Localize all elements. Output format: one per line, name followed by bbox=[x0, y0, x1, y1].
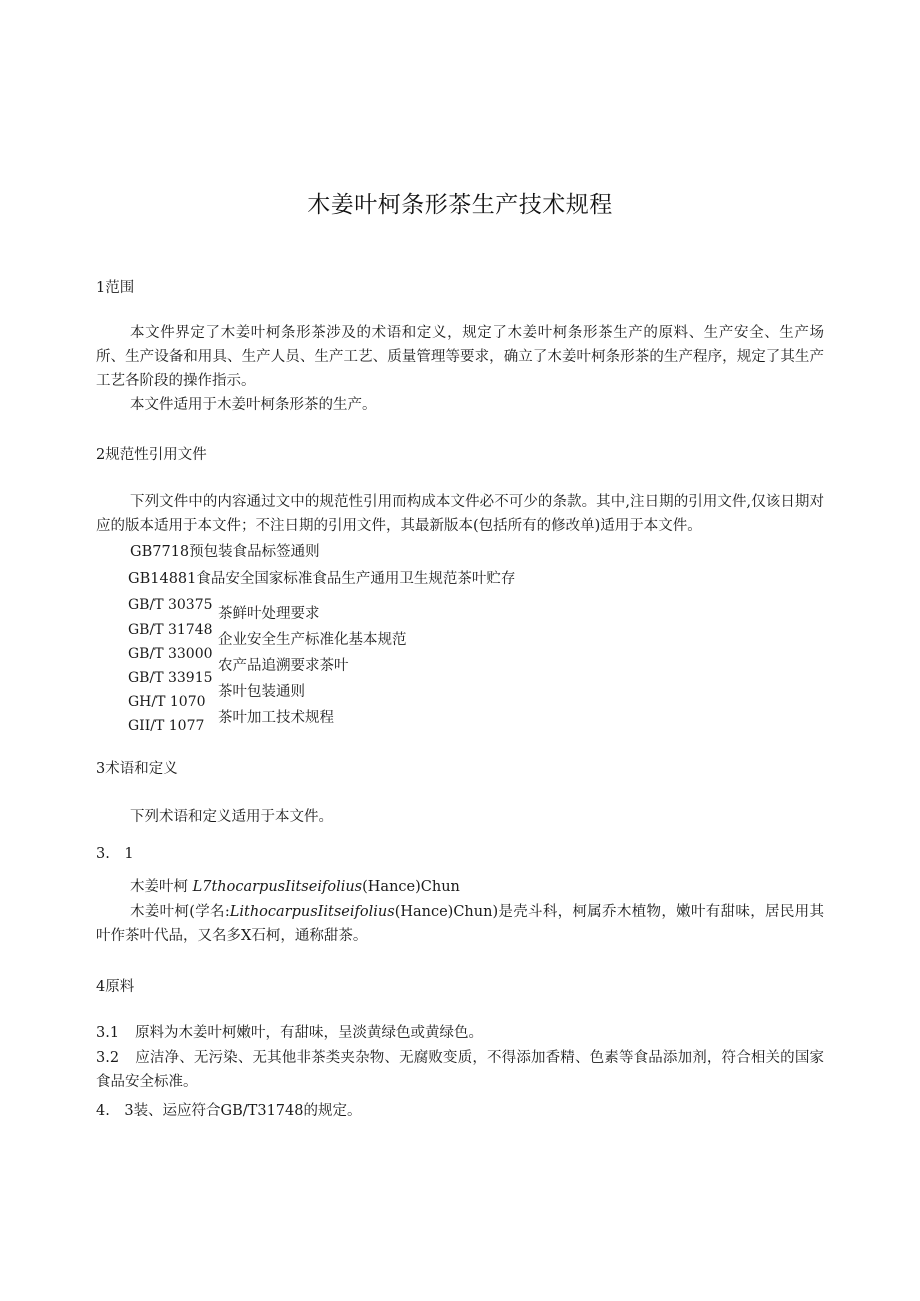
definition-latin-name: LithocarpusIitseifolius bbox=[229, 904, 395, 920]
item-number: 3.1 bbox=[96, 1025, 120, 1041]
section-1-heading: 1范围 bbox=[96, 280, 135, 296]
item-number: 4. 3 bbox=[96, 1103, 134, 1119]
reference-title: 企业安全生产标准化基本规范 bbox=[218, 632, 407, 648]
reference-code: GB/T 33915 bbox=[128, 670, 213, 686]
item-text: 装、运应符合GB/T31748的规定。 bbox=[133, 1103, 362, 1119]
item-text: 应洁净、无污染、无其他非茶类夹杂物、无腐败变质，不得添加香精、色素等食品添加剂，符合相关的国家食品安全标准。 bbox=[96, 1050, 824, 1090]
section-1-paragraph-2: 本文件适用于木姜叶柯条形茶的生产。 bbox=[130, 397, 377, 413]
reference-title: 茶鲜叶处理要求 bbox=[218, 606, 320, 622]
reference-title: 茶叶包装通则 bbox=[218, 684, 305, 700]
term-chinese-name: 木姜叶柯 bbox=[130, 879, 193, 895]
item-number: 3.2 bbox=[96, 1050, 120, 1066]
section-3-heading: 3术语和定义 bbox=[96, 761, 178, 777]
reference-code: GII/T 1077 bbox=[128, 718, 205, 734]
term-definition bbox=[96, 900, 824, 948]
section-4-heading: 4原料 bbox=[96, 979, 135, 995]
reference-title: 茶叶加工技术规程 bbox=[218, 710, 334, 726]
section-3-intro: 下列术语和定义适用于本文件。 bbox=[130, 809, 333, 825]
section-2-heading: 2规范性引用文件 bbox=[96, 447, 207, 463]
item-text: 原料为木姜叶柯嫩叶，有甜味，呈淡黄绿色或黄绿色。 bbox=[135, 1025, 484, 1041]
term-author: (Hance)Chun bbox=[362, 879, 460, 895]
reference-gb14881: GB14881食品安全国家标准食品生产通用卫生规范茶叶贮存 bbox=[128, 571, 516, 587]
term-number: 3. 1 bbox=[96, 846, 134, 862]
list-item bbox=[96, 1022, 483, 1044]
list-item bbox=[96, 1046, 824, 1094]
definition-text: (Hance)Chun)是壳斗科，柯属乔木植物，嫩叶有甜味，居民用其叶作茶叶代品，又名多X石柯，通称甜茶。 bbox=[96, 904, 824, 944]
term-latin-name: L7thocarpusIitseifolius bbox=[192, 879, 363, 895]
term-heading bbox=[130, 876, 460, 898]
reference-code: GB/T 30375 bbox=[128, 597, 213, 613]
definition-prefix: 木姜叶柯(学名: bbox=[130, 904, 230, 920]
reference-title: 农产品追溯要求茶叶 bbox=[218, 658, 349, 674]
section-2-paragraph: 下列文件中的内容通过文中的规范性引用而构成本文件必不可少的条款。其中,注日期的引用文件,仅该日期对应的版本适用于本文件；不注日期的引用文件，其最新版本(包括所有的修改单)适用于本文件。 bbox=[96, 494, 824, 534]
section-1-paragraph-1: 本文件界定了木姜叶柯条形茶涉及的术语和定义，规定了木姜叶柯条形茶生产的原料、生产安全、生产场所、生产设备和用具、生产人员、生产工艺、质量管理等要求，确立了木姜叶柯条形茶的生产程序，规定了其生产工艺各阶段的操作指示。 bbox=[96, 325, 824, 389]
reference-gb7718: GB7718预包装食品标签通则 bbox=[130, 544, 320, 560]
reference-code: GB/T 33000 bbox=[128, 646, 213, 662]
reference-code: GH/T 1070 bbox=[128, 694, 206, 710]
document-title: 木姜叶柯条形茶生产技术规程 bbox=[307, 192, 613, 218]
list-item bbox=[96, 1100, 361, 1122]
reference-code: GB/T 31748 bbox=[128, 622, 213, 638]
